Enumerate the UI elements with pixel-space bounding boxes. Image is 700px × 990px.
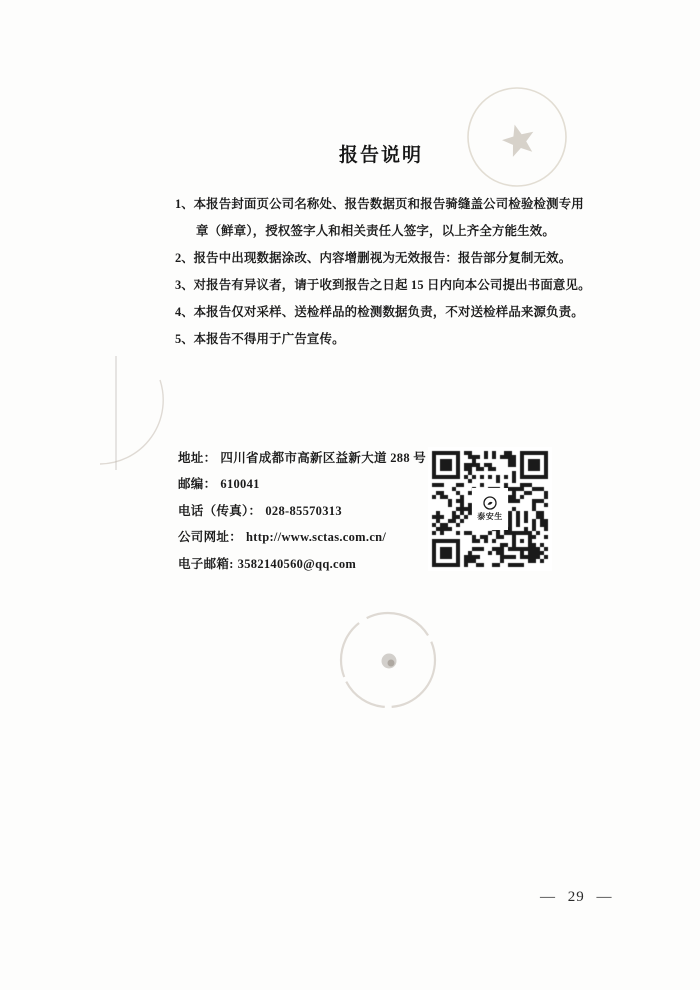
- page-title: 报告说明: [338, 145, 423, 166]
- stamp-circle-top-right: [468, 88, 566, 186]
- qr-logo-emblem-icon: [483, 496, 497, 510]
- contact-label: 邮编：: [178, 477, 217, 492]
- contact-label: 电子邮箱:: [178, 556, 234, 571]
- contact-row-address: [178, 445, 443, 471]
- report-note-item: [175, 326, 595, 353]
- report-notes: [175, 191, 595, 353]
- note-text: 本报告封面页公司名称处、报告数据页和报告骑缝盖公司检验检测专用章（鲜章），授权签字人和相关责任人签字，以上齐全方能生效。: [193, 197, 584, 238]
- note-text: 报告中出现数据涂改、内容增删视为无效报告：报告部分复制无效。: [193, 251, 572, 265]
- qr-code: [428, 447, 552, 571]
- note-number: 5、: [175, 332, 194, 346]
- contact-row-postcode: [178, 471, 443, 497]
- note-text: 对报告有异议者，请于收到报告之日起 15 日内向本公司提出书面意见。: [193, 278, 591, 292]
- qr-logo: [472, 488, 508, 530]
- contact-block: [178, 445, 443, 577]
- qr-logo-text: 泰安生: [477, 512, 503, 521]
- contact-row-email: [178, 551, 443, 577]
- stamp-blob-core: [388, 660, 395, 667]
- contact-row-website: [178, 524, 443, 550]
- note-number: 4、: [175, 305, 194, 319]
- note-number: 2、: [175, 251, 194, 265]
- report-note-item: [175, 272, 595, 299]
- note-number: 3、: [175, 278, 194, 292]
- stamp-blob: [382, 654, 397, 669]
- stamp-arc-left: [100, 380, 163, 464]
- report-note-item: [175, 245, 595, 272]
- contact-value: 028-85570313: [265, 503, 342, 518]
- contact-value: http://www.sctas.com.cn/: [246, 530, 387, 545]
- contact-row-phone: [178, 498, 443, 524]
- stamp-circle-bottom: [341, 613, 435, 707]
- note-text: 本报告仅对采样、送检样品的检测数据负责，不对送检样品来源负责。: [193, 305, 584, 319]
- contact-label: 地址：: [178, 451, 217, 465]
- report-note-item: [175, 299, 595, 326]
- page-number: — 29 —: [540, 889, 613, 905]
- contact-label: 电话（传真）：: [178, 503, 262, 518]
- contact-label: 公司网址：: [178, 530, 243, 545]
- report-note-item: [175, 191, 595, 245]
- contact-value: 610041: [220, 477, 260, 492]
- note-number: 1、: [175, 197, 194, 211]
- contact-value: 3582140560@qq.com: [237, 556, 357, 571]
- contact-value: 四川省成都市高新区益新大道 288 号: [220, 451, 427, 465]
- note-text: 本报告不得用于广告宣传。: [193, 332, 345, 346]
